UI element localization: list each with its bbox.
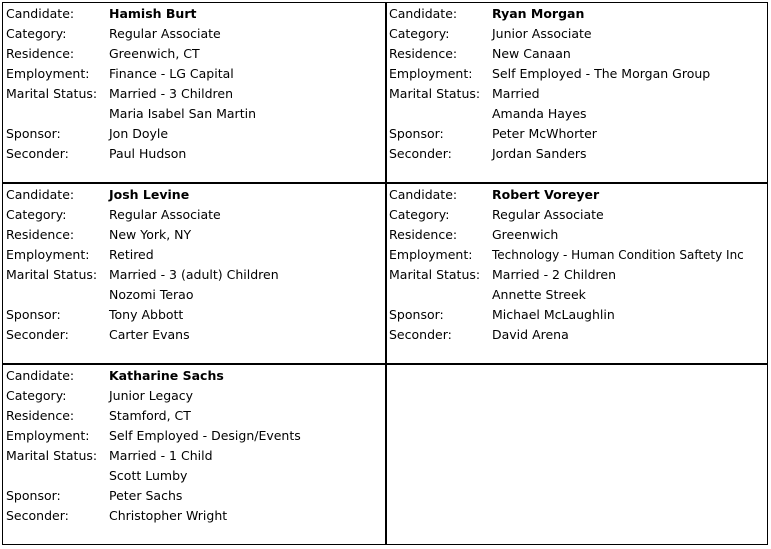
candidate-label: Candidate: — [6, 187, 75, 202]
marital-value: Married - 1 Child — [109, 448, 213, 463]
marital-label: Marital Status: — [6, 267, 98, 282]
marital-label: Marital Status: — [389, 86, 481, 101]
category-label: Category: — [6, 207, 67, 222]
marital-value: Married — [492, 86, 540, 101]
sponsor-value: Jon Doyle — [109, 126, 169, 141]
employment-value: Self Employed - Design/Events — [109, 428, 301, 443]
residence-value: Greenwich — [492, 227, 559, 242]
seconder-value: David Arena — [492, 327, 569, 342]
candidate-card-0 — [3, 4, 383, 182]
employment-value: Technology - Human Condition Saftety Inc — [492, 248, 744, 262]
employment-value: Finance - LG Capital — [109, 66, 234, 81]
employment-label: Employment: — [389, 66, 473, 81]
employment-value: Retired — [109, 247, 154, 262]
candidate-label: Candidate: — [6, 6, 75, 21]
category-label: Category: — [389, 26, 450, 41]
employment-label: Employment: — [389, 247, 473, 262]
sponsor-value: Peter Sachs — [109, 488, 183, 503]
empty-cell — [386, 366, 768, 544]
residence-value: New York, NY — [109, 227, 192, 242]
horizontal-divider-2 — [3, 363, 767, 365]
candidate-card-4 — [3, 366, 383, 544]
sponsor-label: Sponsor: — [389, 307, 444, 322]
residence-label: Residence: — [6, 227, 75, 242]
sponsor-label: Sponsor: — [389, 126, 444, 141]
spouse-name: Maria Isabel San Martin — [109, 106, 256, 121]
category-label: Category: — [6, 26, 67, 41]
seconder-value: Carter Evans — [109, 327, 190, 342]
residence-value: New Canaan — [492, 46, 571, 61]
category-value: Regular Associate — [109, 26, 221, 41]
seconder-label: Seconder: — [389, 327, 452, 342]
spouse-name: Nozomi Terao — [109, 287, 194, 302]
spouse-name: Annette Streek — [492, 287, 586, 302]
candidate-label: Candidate: — [6, 368, 75, 383]
seconder-value: Christopher Wright — [109, 508, 228, 523]
marital-value: Married - 3 (adult) Children — [109, 267, 279, 282]
employment-label: Employment: — [6, 428, 90, 443]
spouse-name: Amanda Hayes — [492, 106, 587, 121]
sponsor-label: Sponsor: — [6, 488, 61, 503]
candidate-name: Josh Levine — [109, 187, 190, 202]
candidate-name: Ryan Morgan — [492, 6, 585, 21]
candidate-name: Robert Voreyer — [492, 187, 600, 202]
seconder-value: Jordan Sanders — [492, 146, 587, 161]
residence-label: Residence: — [6, 46, 75, 61]
category-value: Junior Legacy — [109, 388, 194, 403]
category-label: Category: — [389, 207, 450, 222]
sponsor-value: Peter McWhorter — [492, 126, 597, 141]
marital-label: Marital Status: — [389, 267, 481, 282]
employment-value: Self Employed - The Morgan Group — [492, 66, 711, 81]
sponsor-value: Tony Abbott — [109, 307, 184, 322]
spouse-name: Scott Lumby — [109, 468, 188, 483]
marital-label: Marital Status: — [6, 448, 98, 463]
marital-value: Married - 3 Children — [109, 86, 233, 101]
candidate-name: Hamish Burt — [109, 6, 197, 21]
employment-label: Employment: — [6, 66, 90, 81]
sponsor-label: Sponsor: — [6, 126, 61, 141]
residence-value: Greenwich, CT — [109, 46, 200, 61]
seconder-label: Seconder: — [389, 146, 452, 161]
sponsor-value: Michael McLaughlin — [492, 307, 615, 322]
category-value: Junior Associate — [492, 26, 592, 41]
seconder-label: Seconder: — [6, 327, 69, 342]
candidate-card-3 — [386, 185, 768, 363]
seconder-label: Seconder: — [6, 146, 69, 161]
candidate-card-1 — [386, 4, 768, 182]
residence-label: Residence: — [6, 408, 75, 423]
residence-label: Residence: — [389, 46, 458, 61]
marital-label: Marital Status: — [6, 86, 98, 101]
residence-label: Residence: — [389, 227, 458, 242]
candidate-label: Candidate: — [389, 6, 458, 21]
seconder-label: Seconder: — [6, 508, 69, 523]
marital-value: Married - 2 Children — [492, 267, 616, 282]
employment-label: Employment: — [6, 247, 90, 262]
seconder-value: Paul Hudson — [109, 146, 187, 161]
category-value: Regular Associate — [109, 207, 221, 222]
residence-value: Stamford, CT — [109, 408, 191, 423]
category-label: Category: — [6, 388, 67, 403]
candidate-card-2 — [3, 185, 383, 363]
candidate-label: Candidate: — [389, 187, 458, 202]
category-value: Regular Associate — [492, 207, 604, 222]
horizontal-divider-1 — [3, 182, 767, 184]
sponsor-label: Sponsor: — [6, 307, 61, 322]
candidate-name: Katharine Sachs — [109, 368, 224, 383]
